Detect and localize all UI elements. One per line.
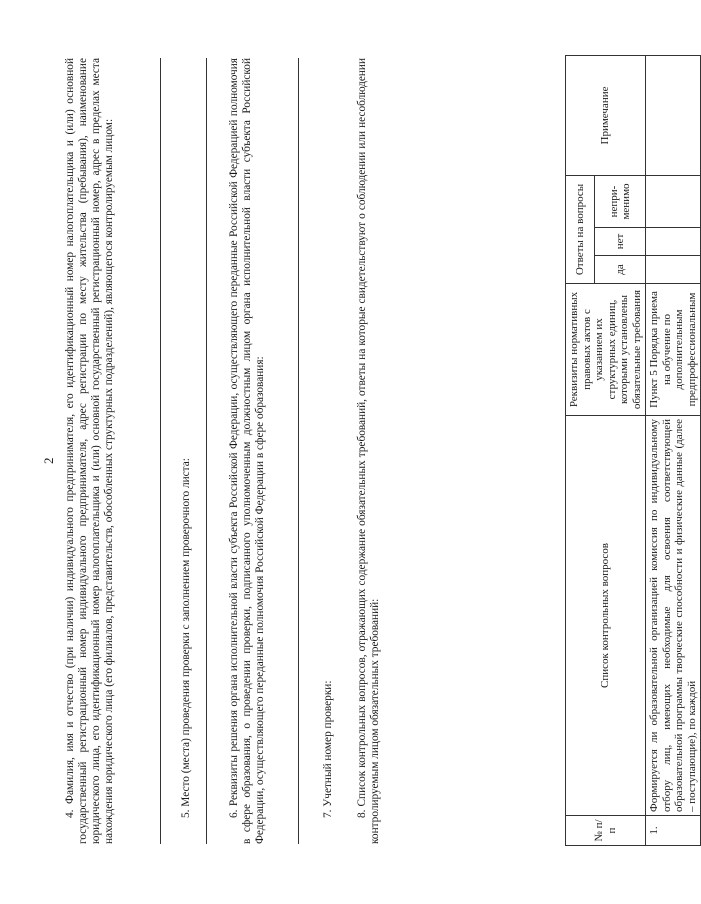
checklist-table xyxy=(565,55,701,846)
section-8-text: 8. Список контрольных вопросов, отражающих содержание обязательных требований, ответы на которые свидетельствуют о соблюдении или несоблюдении контролируемым лицом обязательных требований: xyxy=(356,58,381,844)
row-na-cell[interactable] xyxy=(646,176,701,228)
row-num: 1. xyxy=(646,816,701,846)
header-yes: да xyxy=(595,256,646,284)
section-5 xyxy=(180,58,193,844)
section-6 xyxy=(228,58,267,844)
row-requisite: Пункт 5 Порядка приема на обучение по дополнительным предпрофессиональным xyxy=(646,284,701,416)
header-num: № п/п xyxy=(566,816,646,846)
page-number: 2 xyxy=(41,457,56,464)
header-requisites: Реквизиты нормативных правовых актов с указанием их структурных единиц, которыми установлены обязательные требования xyxy=(566,284,646,416)
section-7 xyxy=(322,58,335,844)
row-question: Формируется ли образовательной организацией комиссия по индивидуальному отбору лиц, имеющих необходимые для освоения соответствующей образовательной программы творческие способности и физические данные (далее – поступающие), по каждой xyxy=(646,416,701,816)
section-4 xyxy=(64,58,116,844)
section-5-text: 5. Место (места) проведения проверки с заполнением проверочного листа: xyxy=(180,458,192,818)
header-no: нет xyxy=(595,228,646,256)
row-no-cell[interactable] xyxy=(646,228,701,256)
header-answers: Ответы на вопросы xyxy=(566,176,595,284)
section-5-fill-line xyxy=(206,58,207,844)
table-row xyxy=(646,56,701,846)
row-note-cell[interactable] xyxy=(646,56,701,176)
row-yes-cell[interactable] xyxy=(646,256,701,284)
section-8 xyxy=(356,58,382,844)
header-questions: Список контрольных вопросов xyxy=(566,416,646,816)
header-na: непри-менимо xyxy=(595,176,646,228)
section-7-text: 7. Учетный номер проверки: xyxy=(322,680,334,818)
section-4-fill-line xyxy=(160,58,161,844)
section-6-fill-line xyxy=(298,58,299,844)
table-header-row xyxy=(566,56,595,846)
header-note: Примечание xyxy=(566,56,646,176)
section-4-text: 4. Фамилия, имя и отчество (при наличии) индивидуального предпринимателя, его идентификационный номер налогоплательщика и (или) основной государственный регистрационный номер индивидуального предпринимателя, адрес регистрации по месту жительства (пребывания), наименование юридического лица, его идентификационный номер налогоплательщика и (или) основной государственный регистрационный номер, адрес в пределах места нахождения юридического лица (его филиалов, представительств, обособленных структурных подразделений), являющегося контролируемым лицом: xyxy=(64,58,115,844)
section-6-text: 6. Реквизиты решения органа исполнительной власти субъекта Российской Федерации, осуществляющего переданные Российской Федерацией полномочия в сфере образования, о проведении проверки, подписанного уполномоченным должностным лицом органа исполнительной власти субъекта Российской Федерации, осуществляющего переданные полномочия Российской Федерации в сфере образования: xyxy=(228,58,266,844)
